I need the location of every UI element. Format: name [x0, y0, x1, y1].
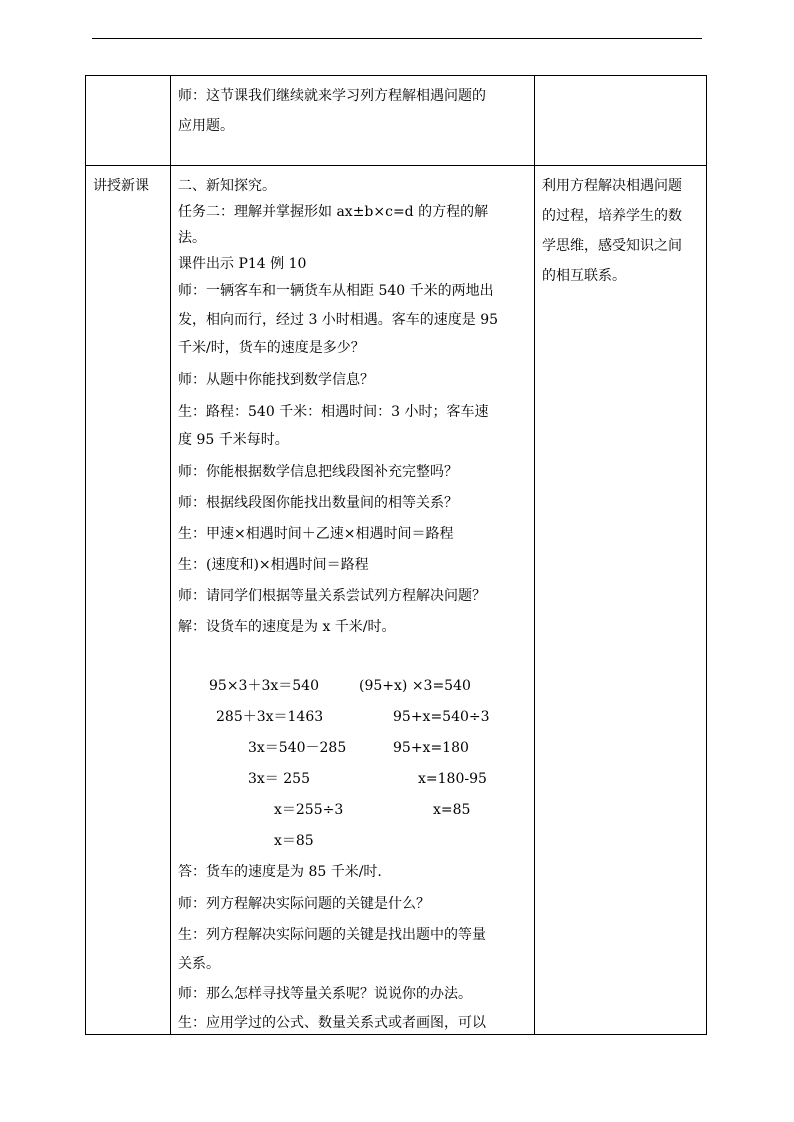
content-line: 课件出示 P14 例 10 — [178, 256, 307, 272]
equation-left: 3x＝ 255 — [248, 771, 310, 787]
row2-content-cell — [171, 166, 535, 1035]
content-line: 生：列方程解决实际问题的关键是找出题中的等量 — [178, 927, 486, 943]
equation-right: x=180-95 — [418, 771, 487, 787]
stage-label: 讲授新课 — [93, 178, 149, 194]
table-bottom-border — [85, 1034, 707, 1035]
equation-right: 95+x=540÷3 — [393, 709, 490, 725]
row1-stage-cell — [86, 76, 171, 166]
content-line: 解：设货车的速度是为 x 千米/时。 — [178, 619, 396, 635]
equation-left: 285＋3x＝1463 — [216, 709, 324, 725]
content-line: 师：根据线段图你能找出数量间的相等关系？ — [178, 495, 458, 511]
notes-line: 的过程，培养学生的数 — [542, 208, 682, 224]
content-line: 任务二：理解并掌握形如 ax±b×c=d 的方程的解 — [178, 204, 489, 220]
equation-left: 95×3＋3x＝540 — [209, 678, 319, 694]
equation-left: x＝255÷3 — [274, 802, 344, 818]
content-line: 发，相向而行，经过 3 小时相遇。客车的速度是 95 — [178, 312, 499, 328]
content-line: 生：甲速×相遇时间＋乙速×相遇时间＝路程 — [178, 526, 454, 542]
row2-stage-cell — [86, 166, 171, 1035]
equation-right: (95+x) ×3=540 — [359, 678, 471, 694]
equation-right: 95+x=180 — [393, 740, 469, 756]
row1-content-cell — [171, 76, 535, 166]
content-line: 生：应用学过的公式、数量关系式或者画图，可以 — [178, 1015, 486, 1031]
content-line: 师：这节课我们继续就来学习列方程解相遇问题的 — [178, 88, 486, 104]
content-line: 度 95 千米每时。 — [178, 432, 289, 448]
notes-line: 学思维，感受知识之间 — [542, 238, 682, 254]
header-rule — [92, 38, 702, 39]
content-line: 师：列方程解决实际问题的关键是什么？ — [178, 896, 430, 912]
equation-left: 3x＝540－285 — [248, 740, 347, 756]
content-line: 应用题。 — [178, 118, 234, 134]
equation-left: x＝85 — [274, 833, 314, 849]
lesson-table — [85, 75, 707, 1035]
content-line: 生：路程：540 千米：相遇时间：3 小时；客车速 — [178, 404, 489, 420]
content-line: 师：一辆客车和一辆货车从相距 540 千米的两地出 — [178, 283, 494, 299]
content-line: 师：请同学们根据等量关系尝试列方程解决问题？ — [178, 588, 486, 604]
content-line: 关系。 — [178, 956, 220, 972]
notes-line: 利用方程解决相遇问题 — [542, 178, 682, 194]
content-line: 答：货车的速度是为 85 千米/时. — [178, 864, 382, 880]
content-line: 二、新知探究。 — [178, 178, 276, 194]
content-line: 千米/时，货车的速度是多少？ — [178, 340, 365, 356]
row2-notes-cell — [535, 166, 707, 1035]
row1-notes-cell — [535, 76, 707, 166]
content-line: 生：(速度和)×相遇时间＝路程 — [178, 557, 369, 573]
content-line: 师：从题中你能找到数学信息？ — [178, 372, 374, 388]
content-line: 师：你能根据数学信息把线段图补充完整吗？ — [178, 464, 458, 480]
content-line: 师：那么怎样寻找等量关系呢？说说你的办法。 — [178, 986, 472, 1002]
content-line: 法。 — [178, 230, 206, 246]
notes-line: 的相互联系。 — [542, 268, 626, 284]
equation-right: x=85 — [433, 802, 471, 818]
